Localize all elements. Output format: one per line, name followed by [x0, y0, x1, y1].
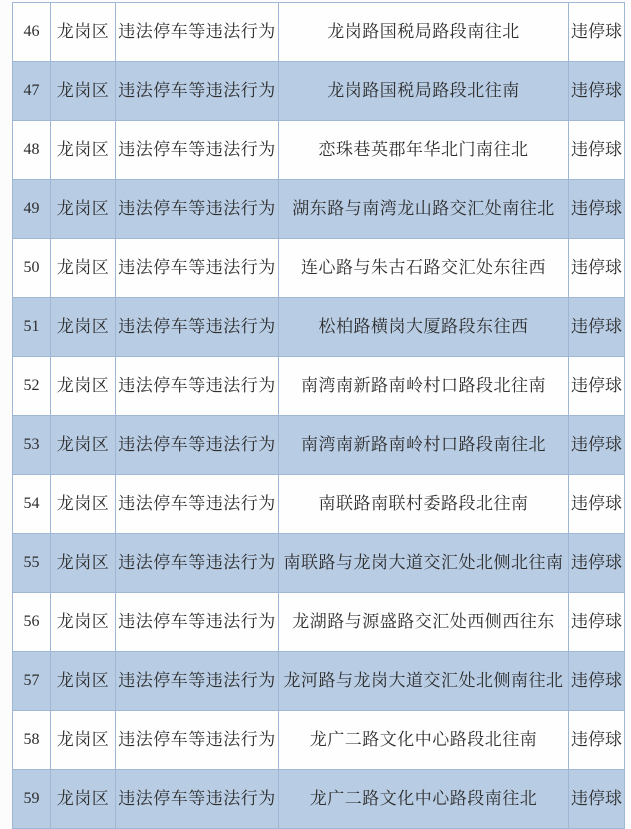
cell-no: 59: [13, 770, 51, 828]
cell-location: 南联路南联村委路段北往南: [279, 475, 569, 533]
cell-no: 58: [13, 711, 51, 769]
table-row: [13, 62, 624, 121]
cell-district: 龙岗区: [51, 475, 116, 533]
cell-location: 南联路与龙岗大道交汇处北侧北往南: [279, 534, 569, 592]
cell-violation: 违法停车等违法行为: [116, 239, 279, 297]
cell-device: 违停球: [571, 258, 622, 278]
cell-district: 龙岗区: [51, 416, 116, 474]
cell-device: 违停球: [571, 435, 622, 455]
cell-violation: 违法停车等违法行为: [116, 3, 279, 61]
cell-location: 龙岗路国税局路段北往南: [279, 62, 569, 120]
cell-violation: 违法停车等违法行为: [116, 711, 279, 769]
cell-violation: 违法停车等违法行为: [116, 534, 279, 592]
cell-device: 违停球: [571, 789, 622, 809]
cell-district: 龙岗区: [51, 62, 116, 120]
cell-district: 龙岗区: [51, 180, 116, 238]
cell-violation: 违法停车等违法行为: [116, 62, 279, 120]
cell-violation: 违法停车等违法行为: [116, 121, 279, 179]
cell-location: 龙河路与龙岗大道交汇处北侧南往北: [279, 652, 569, 710]
cell-location: 龙广二路文化中心路段北往南: [279, 711, 569, 769]
cell-no: 54: [13, 475, 51, 533]
cell-location: 连心路与朱古石路交汇处东往西: [279, 239, 569, 297]
cell-no: 47: [13, 62, 51, 120]
cell-violation: 违法停车等违法行为: [116, 593, 279, 651]
cell-violation: 违法停车等违法行为: [116, 416, 279, 474]
cell-violation: 违法停车等违法行为: [116, 770, 279, 828]
cell-no: 51: [13, 298, 51, 356]
cell-device: 违停球: [571, 317, 622, 337]
cell-district: 龙岗区: [51, 593, 116, 651]
table-row: [13, 475, 624, 534]
table-row: [13, 416, 624, 475]
cell-no: 50: [13, 239, 51, 297]
cell-device: 违停球: [571, 553, 622, 573]
cell-device: 违停球: [571, 494, 622, 514]
cell-device: 违停球: [571, 81, 622, 101]
cell-device: 违停球: [571, 376, 622, 396]
table-row: [13, 652, 624, 711]
cell-violation: 违法停车等违法行为: [116, 298, 279, 356]
cell-no: 52: [13, 357, 51, 415]
cell-district: 龙岗区: [51, 770, 116, 828]
cell-no: 48: [13, 121, 51, 179]
cell-no: 57: [13, 652, 51, 710]
cell-device: 违停球: [571, 199, 622, 219]
cell-location: 恋珠巷英郡年华北门南往北: [279, 121, 569, 179]
table-row: [13, 239, 624, 298]
cell-violation: 违法停车等违法行为: [116, 357, 279, 415]
cell-device: 违停球: [571, 22, 622, 42]
cell-device: 违停球: [571, 730, 622, 750]
cell-device: 违停球: [571, 612, 622, 632]
cell-no: 53: [13, 416, 51, 474]
table-row: [13, 357, 624, 416]
cell-location: 龙岗路国税局路段南往北: [279, 3, 569, 61]
table-row: [13, 298, 624, 357]
cell-violation: 违法停车等违法行为: [116, 475, 279, 533]
table-row: [13, 770, 624, 829]
cell-district: 龙岗区: [51, 3, 116, 61]
cell-no: 55: [13, 534, 51, 592]
cell-location: 湖东路与南湾龙山路交汇处南往北: [279, 180, 569, 238]
cell-location: 龙湖路与源盛路交汇处西侧西往东: [279, 593, 569, 651]
cell-location: 龙广二路文化中心路段南往北: [279, 770, 569, 828]
cell-device: 违停球: [571, 671, 622, 691]
cell-location: 松柏路横岗大厦路段东往西: [279, 298, 569, 356]
cell-district: 龙岗区: [51, 357, 116, 415]
cell-district: 龙岗区: [51, 298, 116, 356]
cell-violation: 违法停车等违法行为: [116, 180, 279, 238]
table-row: [13, 3, 624, 62]
violation-camera-table: [12, 2, 625, 829]
table-row: [13, 593, 624, 652]
cell-district: 龙岗区: [51, 239, 116, 297]
cell-location: 南湾南新路南岭村口路段南往北: [279, 416, 569, 474]
cell-district: 龙岗区: [51, 534, 116, 592]
cell-district: 龙岗区: [51, 652, 116, 710]
cell-district: 龙岗区: [51, 121, 116, 179]
cell-location: 南湾南新路南岭村口路段北往南: [279, 357, 569, 415]
table-row: [13, 534, 624, 593]
cell-device: 违停球: [571, 140, 622, 160]
table-row: [13, 711, 624, 770]
cell-district: 龙岗区: [51, 711, 116, 769]
cell-no: 56: [13, 593, 51, 651]
cell-violation: 违法停车等违法行为: [116, 652, 279, 710]
table-row: [13, 180, 624, 239]
cell-no: 49: [13, 180, 51, 238]
table-row: [13, 121, 624, 180]
cell-no: 46: [13, 3, 51, 61]
